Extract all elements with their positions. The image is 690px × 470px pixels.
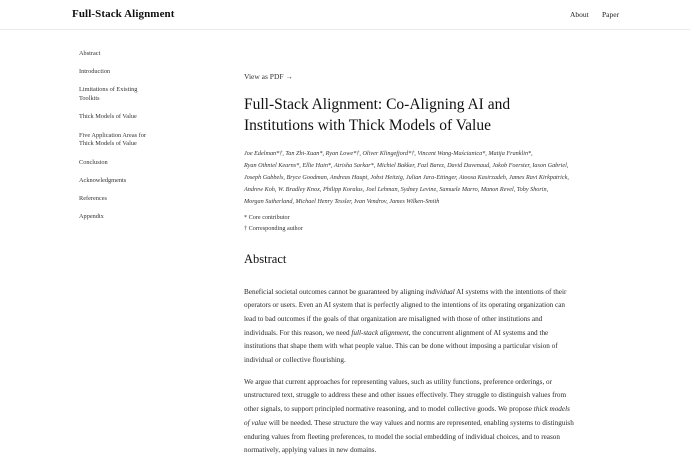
- toc-item-appendix[interactable]: Appendix: [79, 213, 104, 221]
- author: Ellie Hain*,: [302, 161, 333, 169]
- author: W. Bradley Knox,: [277, 185, 322, 193]
- paper-title: Full-Stack Alignment: Co-Aligning AI and Institutions with Thick Models of Value: [244, 96, 511, 134]
- toc-item-introduction[interactable]: Introduction: [79, 68, 111, 76]
- author: Joe Edelman*†,: [244, 150, 284, 157]
- author: Toby Shorin,: [516, 185, 549, 193]
- author: David Duvenaud,: [447, 161, 491, 169]
- view-pdf-link[interactable]: View as PDF →: [244, 72, 293, 81]
- author: Michael Henry Tessler,: [295, 197, 353, 205]
- toc-item-application-areas[interactable]: Five Application Areas for Thick Models of Value: [79, 131, 146, 148]
- toc-item-acknowledgments[interactable]: Acknowledgments: [79, 176, 127, 184]
- author: Vincent Wang-Maścianica*,: [417, 150, 487, 157]
- author: Samuele Marro,: [439, 185, 480, 193]
- author: Philipp Koralus,: [322, 185, 365, 193]
- core-contributor-note: * Core contributor: [244, 213, 290, 221]
- author: Matija Franklin*,: [488, 150, 533, 157]
- table-of-contents: [79, 50, 159, 231]
- toc-item-abstract[interactable]: Abstract: [79, 50, 101, 57]
- author-notes: [244, 212, 574, 235]
- abstract-paragraph-1: Beneficial societal outcomes cannot be guaranteed by aligning individual AI systems with the intentions of their operators or users. Even an AI system that is perfectly aligned to the intentions of its operating organization can lead to bad outcomes if the goals of that organization are misaligned with those of other institutions and individuals. For this reason, we need full-stack alignment, the concurrent alignment of AI systems and the institutions that shape them with what people value. This can be done without imposing a particular vision of individual or collective flourishing.: [244, 287, 567, 365]
- site-title[interactable]: Full-Stack Alignment: [72, 8, 175, 20]
- toc-item-thick-models[interactable]: Thick Models of Value: [79, 113, 137, 121]
- author: Iason Gabriel,: [532, 161, 569, 169]
- author: Bryce Goodman,: [286, 173, 329, 181]
- top-bar: [0, 0, 690, 30]
- author: Ryan Lowe*†,: [325, 150, 361, 157]
- author: Michiel Bakker,: [376, 161, 416, 169]
- author: Andrew Koh,: [244, 185, 277, 193]
- author: Joel Lehman,: [365, 185, 400, 193]
- author: Morgan Sutherland,: [244, 197, 294, 205]
- author: Sydney Levine,: [400, 185, 438, 193]
- author: Julian Jara-Ettinger,: [405, 173, 458, 181]
- abstract-paragraph-2: We argue that current approaches for representing values, such as utility functions, preference orderings, or unstructured text, struggle to address these and other issues effectively. They struggle to distinguish values from other signals, to support principled normative reasoning, and to model collective goods. We propose thick models of value will be needed. These structure the way values and norms are represented, enabling systems to distinguish enduring values from fleeting preferences, to model the social embedding of individual choices, and to reason normatively, applying values in new domains.: [244, 377, 574, 455]
- author: Fazl Barez,: [417, 161, 446, 169]
- author: James Wilken-Smith: [389, 197, 440, 205]
- author: Jobst Heitzig,: [370, 173, 405, 181]
- abstract-heading: Abstract: [244, 251, 287, 266]
- author: Jakob Foerster,: [492, 161, 531, 169]
- author: Andreas Haupt,: [329, 173, 369, 181]
- toc-item-references[interactable]: References: [79, 194, 107, 202]
- author: Tan Zhi-Xuan*,: [285, 150, 325, 157]
- author-list: [244, 148, 574, 208]
- author: Ryan Othniel Kearns*,: [244, 161, 301, 169]
- nav-about-link[interactable]: About: [570, 10, 589, 19]
- author: James Ravi Kirkpatrick,: [508, 173, 569, 181]
- paper-content: [244, 72, 574, 458]
- author: Atrisha Sarkar*,: [334, 161, 376, 169]
- toc-item-limitations[interactable]: Limitations of Existing Toolkits: [79, 86, 138, 103]
- author: Ivan Vendrov,: [354, 197, 388, 205]
- author: Joseph Gubbels,: [244, 173, 285, 181]
- author: Manon Revel,: [480, 185, 516, 193]
- corresponding-author-note: † Corresponding author: [244, 225, 303, 233]
- author: Oliver Klingefjord*†,: [362, 150, 416, 157]
- author: Atoosa Kasirzadeh,: [458, 173, 508, 181]
- nav-paper-link[interactable]: Paper: [602, 10, 620, 19]
- toc-item-conclusion[interactable]: Conclusion: [79, 158, 108, 166]
